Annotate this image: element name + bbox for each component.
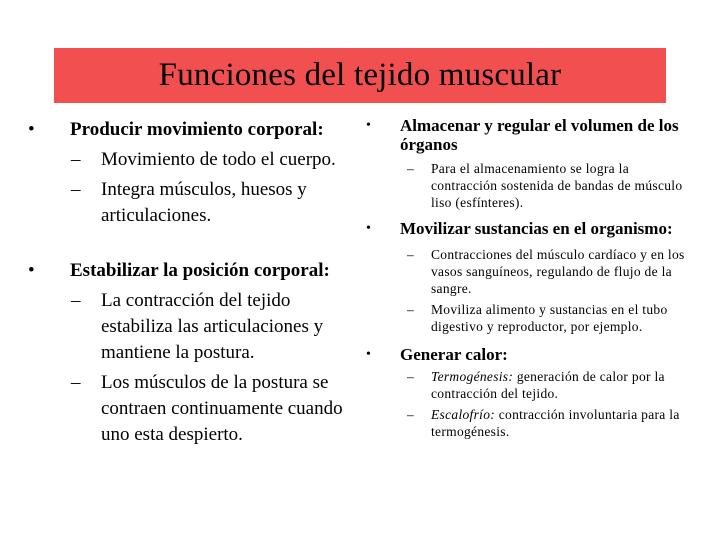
sub-text: Movimiento de todo el cuerpo. (101, 149, 336, 170)
slide-title: Funciones del tejido muscular (158, 57, 562, 93)
bullet-item (360, 116, 690, 154)
dash-icon: – (71, 149, 81, 170)
sub-text: Para el almacenamiento se logra la contracción sostenida de bandas de músculo liso (esfínteres). (431, 161, 683, 210)
bullet-item (360, 219, 690, 238)
bullet-icon: • (28, 119, 35, 140)
dash-icon: – (71, 179, 81, 200)
dash-icon: – (71, 290, 81, 311)
sub-item (360, 301, 690, 335)
sub-text: La contracción del tejido estabiliza las articulaciones y mantiene la postura. (101, 290, 324, 363)
sub-item (28, 177, 358, 229)
sub-item (360, 368, 690, 402)
bullet-icon: • (366, 118, 371, 133)
sub-text: contracción involuntaria para la termogénesis. (431, 407, 680, 439)
dash-icon: – (407, 407, 415, 422)
bullet-icon: • (366, 347, 371, 362)
dash-icon: – (407, 369, 415, 384)
term-text: Termogénesis: (431, 369, 514, 384)
bullet-icon: • (366, 221, 371, 236)
dash-icon: – (71, 372, 81, 393)
right-column (360, 116, 690, 440)
bullet-heading: Movilizar sustancias en el organismo: (400, 219, 673, 238)
title-banner (54, 48, 666, 103)
sub-item (28, 288, 358, 366)
bullet-heading: Estabilizar la posición corporal: (70, 260, 330, 281)
dash-icon: – (407, 247, 415, 262)
sub-item (28, 147, 358, 173)
sub-text: Los músculos de la postura se contraen continuamente cuando uno esta despierto. (101, 372, 343, 445)
sub-item (360, 160, 690, 211)
dash-icon: – (407, 161, 415, 176)
bullet-heading: Almacenar y regular el volumen de los órganos (400, 116, 679, 154)
sub-text: Contracciones del músculo cardíaco y en los vasos sanguíneos, regulando de flujo de la sangre. (431, 247, 685, 296)
left-column (28, 118, 358, 448)
sub-item (360, 246, 690, 297)
bullet-heading: Producir movimiento corporal: (70, 119, 324, 140)
sub-item (28, 370, 358, 448)
sub-item (360, 406, 690, 440)
bullet-item (28, 259, 358, 282)
bullet-item (28, 118, 358, 141)
dash-icon: – (407, 302, 415, 317)
bullet-item (360, 345, 690, 364)
bullet-heading: Generar calor: (400, 345, 508, 364)
sub-text: generación de calor por la contracción del tejido. (431, 369, 665, 401)
sub-text: Moviliza alimento y sustancias en el tubo digestivo y reproductor, por ejemplo. (431, 302, 668, 334)
sub-text: Integra músculos, huesos y articulaciones. (101, 179, 307, 226)
bullet-icon: • (28, 260, 35, 281)
term-text: Escalofrío: (431, 407, 496, 422)
